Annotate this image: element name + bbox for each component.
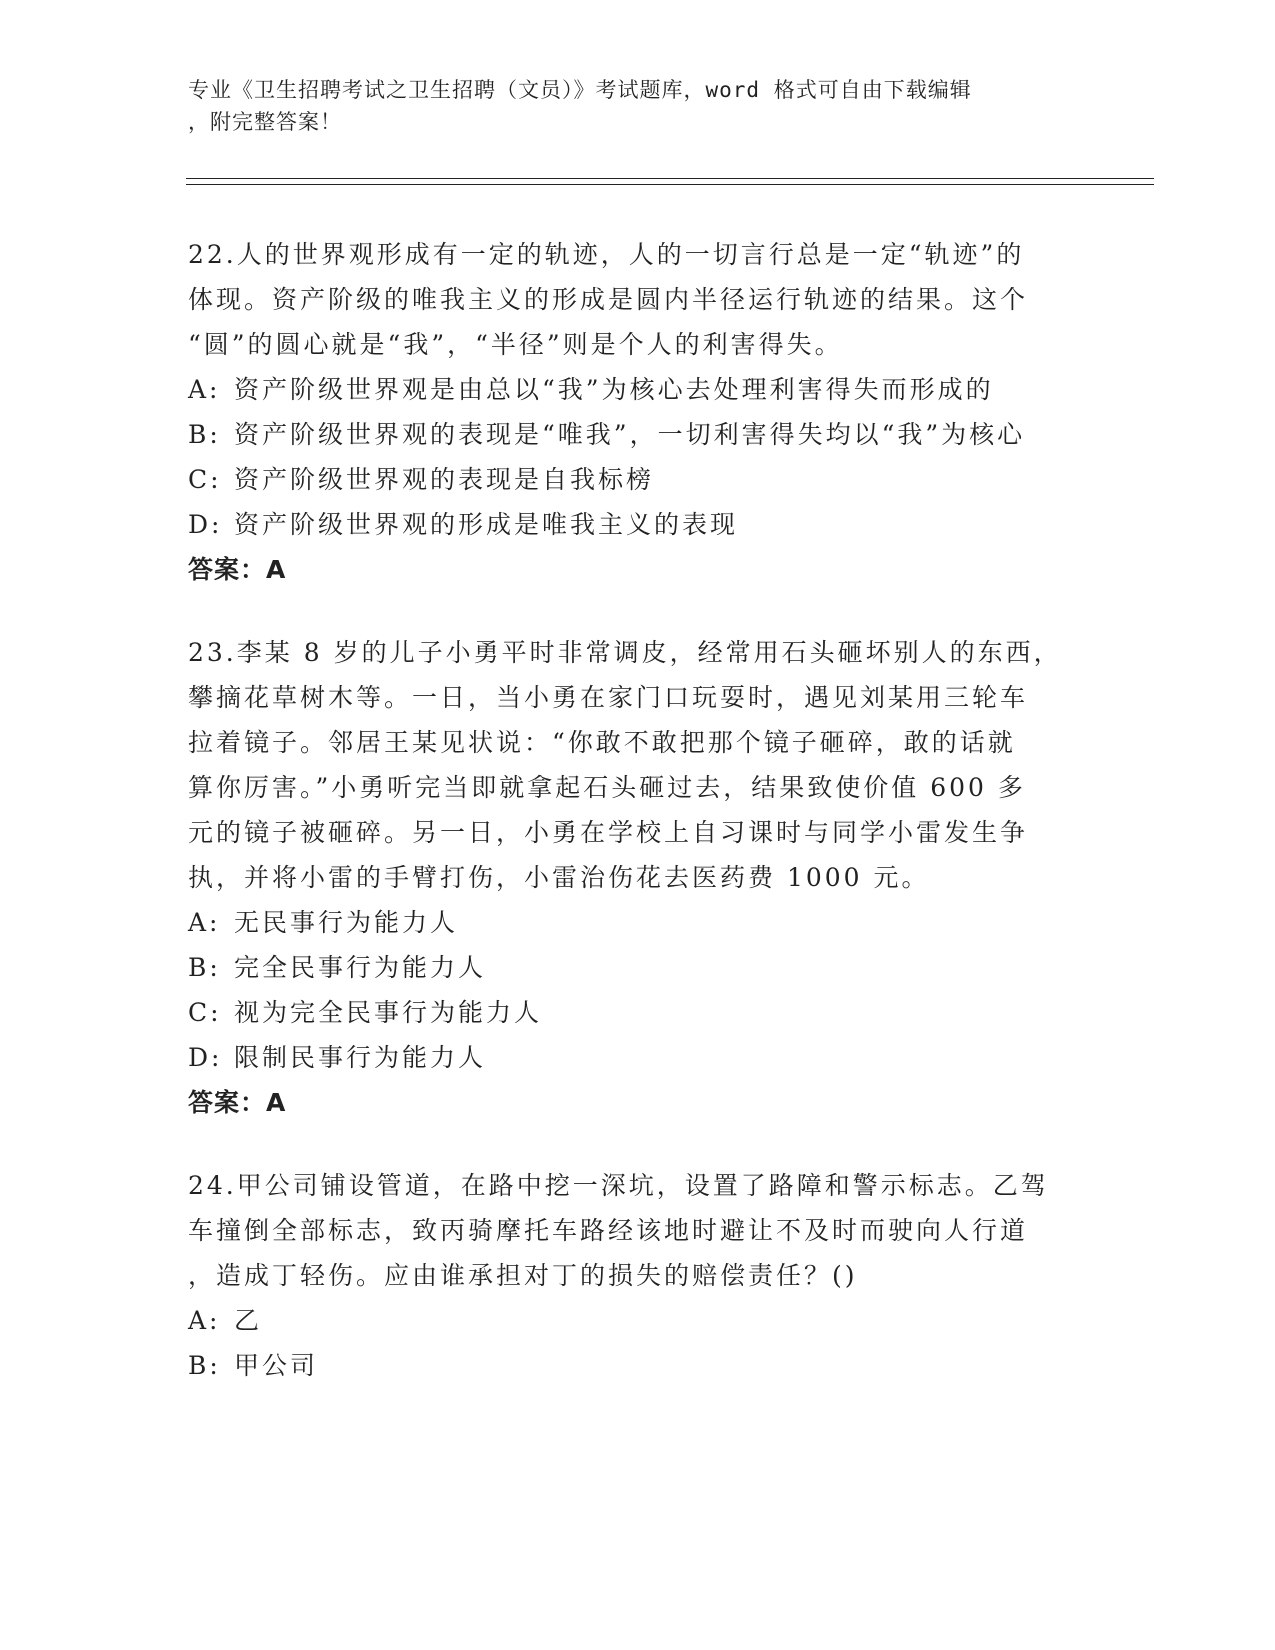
- stem-line: “圆”的圆心就是“我”，“半径”则是个人的利害得失。: [188, 330, 843, 359]
- header-divider-bottom: [186, 184, 1154, 185]
- option-label: D:: [188, 510, 223, 539]
- question-stem: [188, 232, 1068, 367]
- stem-line: 体现。资产阶级的唯我主义的形成是圆内半径运行轨迹的结果。这个: [188, 285, 1029, 314]
- stem-line: 攀摘花草树木等。一日，当小勇在家门口玩耍时，遇见刘某用三轮车: [188, 683, 1029, 712]
- stem-line: 执，并将小雷的手臂打伤，小雷治伤花去医药费 1000 元。: [188, 863, 930, 892]
- stem-line: ，造成丁轻伤。应由谁承担对丁的损失的赔偿责任？(): [188, 1261, 858, 1290]
- option-text: 视为完全民事行为能力人: [234, 998, 543, 1027]
- option-label: D:: [188, 1043, 223, 1072]
- header-divider-top: [186, 178, 1154, 179]
- option-text: 资产阶级世界观的表现是“唯我”，一切利害得失均以“我”为核心: [234, 420, 1026, 449]
- option-label: B:: [188, 420, 221, 449]
- option-text: 完全民事行为能力人: [234, 953, 487, 982]
- question-stem: [188, 1163, 1068, 1298]
- question-stem: [188, 630, 1068, 900]
- option-c: [188, 990, 1068, 1035]
- option-text: 乙: [234, 1306, 263, 1335]
- option-a: [188, 1298, 1068, 1343]
- option-text: 资产阶级世界观是由总以“我”为核心去处理利害得失而形成的: [234, 375, 994, 404]
- option-b: [188, 1343, 1068, 1388]
- question-list: [188, 232, 1068, 1426]
- option-label: B:: [188, 953, 221, 982]
- option-label: C:: [188, 998, 222, 1027]
- answer-key: 答案：A: [188, 555, 287, 584]
- option-label: C:: [188, 465, 222, 494]
- option-label: A:: [188, 908, 221, 937]
- option-d: [188, 502, 1068, 547]
- option-text: 无民事行为能力人: [234, 908, 459, 937]
- option-label: A:: [188, 1306, 221, 1335]
- stem-line: 车撞倒全部标志，致丙骑摩托车路经该地时避让不及时而驶向人行道: [188, 1216, 1029, 1245]
- document-header: [188, 74, 1068, 138]
- option-text: 资产阶级世界观的形成是唯我主义的表现: [234, 510, 739, 539]
- stem-line: 甲公司铺设管道，在路中挖一深坑，设置了路障和警示标志。乙驾: [236, 1171, 1049, 1200]
- option-d: [188, 1035, 1068, 1080]
- stem-line: 元的镜子被砸碎。另一日，小勇在学校上自习课时与同学小雷发生争: [188, 818, 1029, 847]
- option-a: [188, 367, 1068, 412]
- question-number: 24.: [188, 1171, 237, 1200]
- stem-line: 算你厉害。”小勇听完当即就拿起石头砸过去，结果致使价值 600 多: [188, 773, 1026, 802]
- stem-line: 拉着镜子。邻居王某见状说：“你敢不敢把那个镜子砸碎，敢的话就: [188, 728, 1016, 757]
- option-label: B:: [188, 1351, 221, 1380]
- option-b: [188, 412, 1068, 457]
- option-c: [188, 457, 1068, 502]
- option-b: [188, 945, 1068, 990]
- option-text: 甲公司: [234, 1351, 319, 1380]
- stem-line: 李某 8 岁的儿子小勇平时非常调皮，经常用石头砸坏别人的东西，: [236, 638, 1062, 667]
- stem-line: 人的世界观形成有一定的轨迹，人的一切言行总是一定“轨迹”的: [236, 240, 1025, 269]
- question-number: 23.: [188, 638, 237, 667]
- header-line-1: 专业《卫生招聘考试之卫生招聘（文员）》考试题库，word 格式可自由下载编辑: [188, 78, 972, 102]
- question-23: [188, 630, 1068, 1125]
- option-text: 限制民事行为能力人: [234, 1043, 487, 1072]
- option-text: 资产阶级世界观的表现是自我标榜: [234, 465, 655, 494]
- question-number: 22.: [188, 240, 237, 269]
- header-line-2: ，附完整答案！: [188, 110, 342, 134]
- option-label: A:: [188, 375, 221, 404]
- question-24: [188, 1163, 1068, 1388]
- answer-key: 答案：A: [188, 1088, 287, 1117]
- option-a: [188, 900, 1068, 945]
- question-22: [188, 232, 1068, 592]
